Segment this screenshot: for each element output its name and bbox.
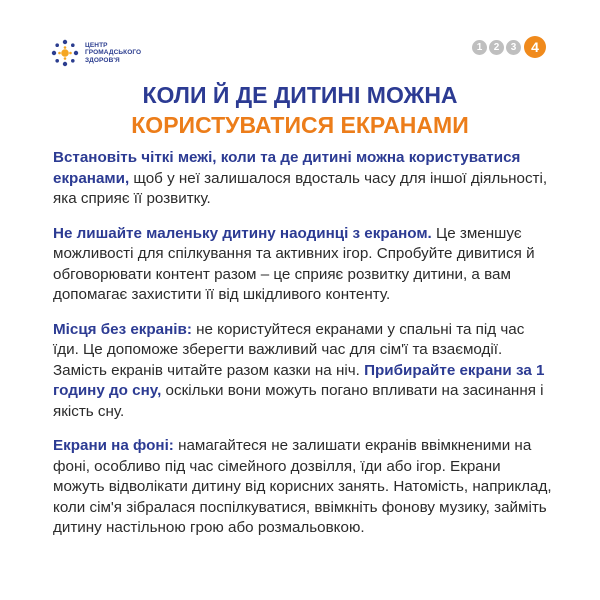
- title-line-2: КОРИСТУВАТИСЯ ЕКРАНАМИ: [131, 112, 469, 138]
- page-dot-2: 2: [489, 40, 504, 55]
- brand-line-2: ГРОМАДСЬКОГО: [85, 49, 142, 57]
- paragraph-background-screens: [53, 436, 553, 539]
- paragraph-screen-free-places: [53, 320, 553, 423]
- para-3-bold-2: Прибирайте екрани за 1 годину до сну,: [53, 361, 545, 399]
- brand-line-1: ЦЕНТР: [85, 41, 108, 49]
- para-1-text: щоб у неї залишалося вдосталь часу для іншої діяльності, яка сприяє її розвитку.: [53, 169, 548, 207]
- page-dot-current: 4: [524, 36, 546, 58]
- page-indicator: [470, 36, 546, 58]
- brand-name: [85, 42, 141, 65]
- para-3-text: не користуйтеся екранами у спальні та під час їди. Це допоможе зберегти важливий час для сім'ї та взаємодії. Замість екранів читайте разом казки на ніч.: [53, 320, 525, 379]
- para-2-bold: Не лишайте маленьку дитину наодинці з екраном.: [53, 224, 432, 242]
- brand-line-3: ЗДОРОВ'Я: [85, 56, 120, 64]
- cgz-emblem-icon: [50, 38, 80, 68]
- para-2-text: Це зменшує можливості для спілкування та активних ігор. Спробуйте дивитися й обговорювати контент разом – це сприяє розвитку дитини, а вам допомагає захистити її від шкідливого контенту.: [53, 224, 535, 303]
- para-1-bold: Встановіть чіткі межі, коли та де дитині можна користуватися екранами,: [53, 149, 521, 187]
- page-dot-1: 1: [472, 40, 487, 55]
- para-3-text-2: оскільки вони можуть погано впливати на засинання і якість сну.: [53, 382, 544, 420]
- para-4-bold: Екрани на фоні:: [53, 437, 174, 454]
- para-4-text: намагайтеся не залишати екранів ввімкненими на фоні, особливо під час сімейного дозвілля, їди або ігор. Екрани можуть відволікати дитину від корисних занять. Натомість, наприклад, коли сім'я зібралася поспілкуватися, ввімкніть фонову музику, займіть дитину настільною грою або розмальовкою.: [53, 437, 552, 536]
- para-3-bold: Місця без екранів:: [53, 320, 192, 338]
- page-dot-3: 3: [506, 40, 521, 55]
- paragraph-boundaries: [53, 148, 553, 210]
- paragraph-not-alone: [53, 224, 553, 306]
- page-title: [0, 80, 600, 140]
- brand-logo: [50, 38, 141, 68]
- title-line-1: КОЛИ Й ДЕ ДИТИНІ МОЖНА: [142, 82, 458, 108]
- content-body: [53, 148, 553, 553]
